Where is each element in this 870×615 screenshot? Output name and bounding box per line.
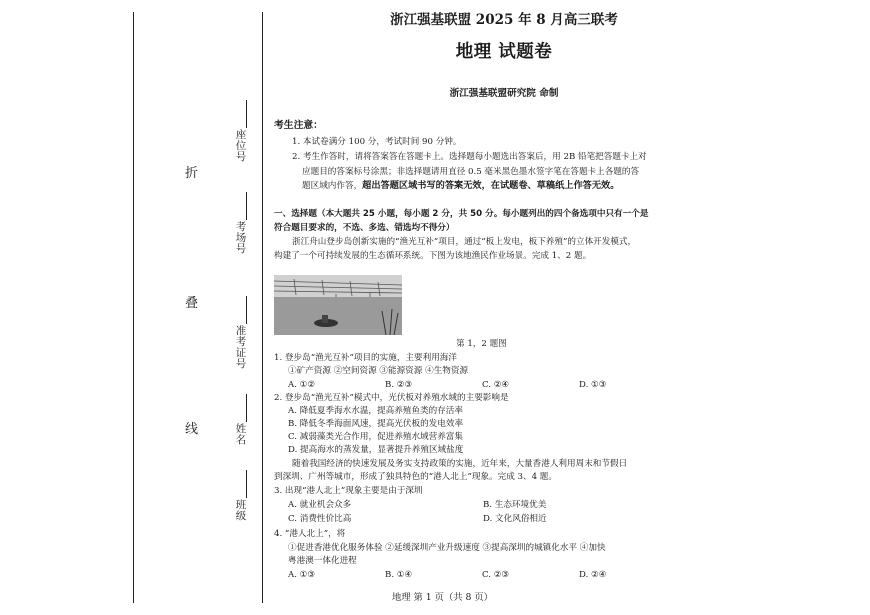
q1-option-b[interactable]: B. ②③	[385, 380, 413, 390]
exam-organizer: 浙江强基联盟研究院 命制	[449, 88, 559, 99]
passage2-line-1: 随着我国经济的快速发展及务实支持政策的实施，近年来，大量香港人利用周末和节假日	[292, 459, 628, 469]
q4-options	[288, 569, 676, 581]
exam-room-field[interactable]	[233, 222, 249, 255]
q2-option-d[interactable]: D. 提高海水的蒸发量，显著提升养殖区域盐度	[288, 445, 464, 455]
fold-line-left	[133, 12, 134, 603]
exam-subtitle: 地理 试题卷	[455, 42, 553, 62]
q1-options	[288, 379, 676, 391]
q4-option-a[interactable]: A. ①③	[288, 570, 316, 580]
seat-number-field[interactable]	[233, 130, 249, 163]
q1-stem: 1. 登步岛“渔光互补”项目的实施，主要利用海洋	[274, 353, 457, 363]
q2-option-b[interactable]: B. 降低冬季海面风速，提高光伏板的发电效率	[288, 419, 464, 429]
name-label: 姓名	[235, 423, 247, 446]
q3-option-c[interactable]: C. 消费性价比高	[288, 514, 352, 524]
q1-option-a[interactable]: A. ①②	[288, 380, 316, 390]
q1-option-c[interactable]: C. ②④	[482, 380, 510, 390]
notice-line-4	[302, 180, 619, 192]
seat-number-label: 座位号	[235, 129, 247, 163]
seat-number-underline	[246, 100, 247, 128]
passage1-line-2: 构建了一个可持续发展的生态循环系统。下图为该地渔民作业场景。完成 1、2 题。	[274, 251, 592, 261]
passage2-line-2: 到深圳、广州等城市，形成了独具特色的“港人北上”现象。完成 3、4 题。	[274, 472, 557, 482]
q4-items-line-1: ①促进香港优化服务体验 ②延缓深圳产业升级速度 ③提高深圳的城镇化水平 ④加快	[288, 543, 606, 553]
q2-option-c[interactable]: C. 减弱藻类光合作用，促进养殖水域营养富集	[288, 432, 464, 442]
q1-option-d[interactable]: D. ①③	[579, 380, 607, 390]
q3-options-row-2	[288, 513, 678, 525]
fishing-photo-image	[274, 275, 402, 335]
fold-line-right	[262, 12, 263, 603]
q4-option-d[interactable]: D. ②④	[579, 570, 607, 580]
q2-stem: 2. 登步岛“渔光互补”模式中，光伏板对养殖水域的主要影响是	[274, 393, 509, 403]
q4-items-line-2: 粤港澳一体化进程	[288, 556, 357, 566]
notice-line-1: 1. 本试卷满分 100 分，考试时间 90 分钟。	[292, 137, 462, 147]
q4-stem: 4. “港人北上”，将	[274, 529, 346, 539]
notice-line-4-bold: 超出答题区域书写的答案无效，在试题卷、草稿纸上作答无效。	[362, 180, 620, 191]
notice-title: 考生注意：	[274, 120, 323, 131]
q3-option-a[interactable]: A. 就业机会众多	[288, 500, 352, 510]
binding-margin	[0, 0, 265, 615]
exam-title: 浙江强基联盟 2025 年 8 月高三联考	[390, 12, 618, 28]
notice-line-3: 应题目的答案标号涂黑；非选择题请用直径 0.5 毫米黑色墨水签字笔在答题卡上各题的答	[302, 167, 640, 177]
name-underline	[246, 394, 247, 422]
fold-char-zhe: 折	[185, 166, 199, 181]
exam-room-underline	[246, 192, 247, 220]
admission-number-label: 准考证号	[235, 325, 247, 370]
figure-caption: 第 1，2 题图	[456, 339, 507, 349]
section-heading-line-1: 一、选择题（本大题共 25 小题，每小题 2 分，共 50 分。每小题列出的四个备选项中只有一个是	[274, 209, 649, 219]
q3-option-b[interactable]: B. 生态环境优美	[483, 500, 547, 510]
section-heading-line-2: 符合题目要求的，不选、多选、错选均不得分）	[274, 223, 455, 233]
class-underline	[246, 470, 247, 498]
q3-options-row-1	[288, 499, 678, 511]
exam-page	[274, 0, 734, 615]
notice-line-4-normal: 题区域内作答，	[302, 181, 363, 191]
q4-option-b[interactable]: B. ①④	[385, 570, 413, 580]
fold-char-xian: 线	[185, 422, 199, 437]
q2-option-a[interactable]: A. 降低夏季海水水温，提高养殖鱼类的存活率	[288, 406, 463, 416]
class-field[interactable]	[233, 500, 249, 522]
q3-option-d[interactable]: D. 文化风俗相近	[483, 514, 547, 524]
notice-line-2: 2. 考生作答时，请将答案答在答题卡上。选择题每小题选出答案后，用 2B 铅笔把答题卡上对	[292, 152, 647, 162]
exam-room-label: 考场号	[235, 221, 247, 255]
q3-stem: 3. 出现“港人北上”现象主要是由于深圳	[274, 486, 423, 496]
q1-items: ①矿产资源 ②空间资源 ③能源资源 ④生物资源	[288, 366, 469, 376]
class-label: 班级	[235, 499, 247, 522]
admission-number-field[interactable]	[233, 326, 249, 370]
admission-number-underline	[246, 296, 247, 324]
fold-char-die: 叠	[185, 296, 199, 311]
page-footer: 地理 第 1 页（共 8 页）	[392, 592, 493, 603]
passage1-line-1: 浙江舟山登步岛创新实施的“渔光互补”项目，通过“板上发电，板下养殖”的立体开发模式，	[292, 237, 637, 247]
photo-illustration	[274, 275, 402, 335]
q4-option-c[interactable]: C. ②③	[482, 570, 510, 580]
name-field[interactable]	[233, 424, 249, 446]
